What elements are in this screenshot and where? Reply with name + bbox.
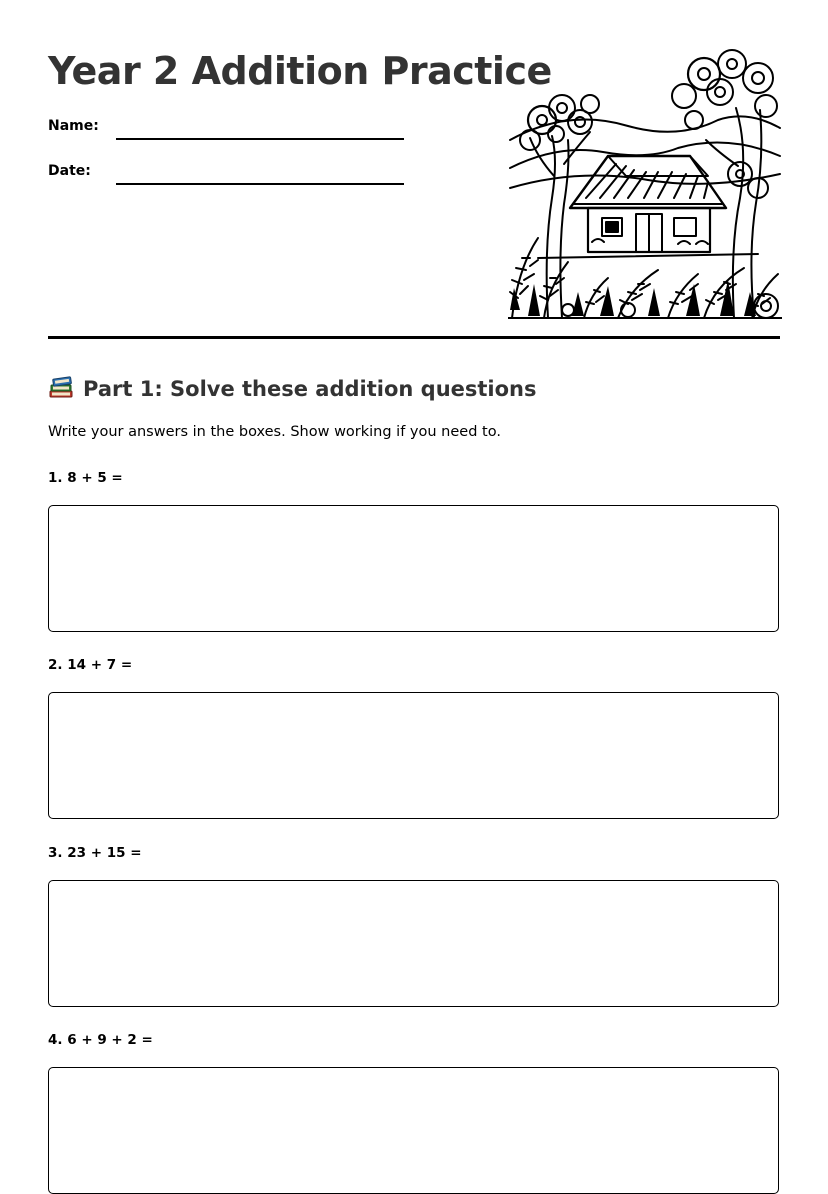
date-label: Date: [48, 163, 91, 179]
question-2-label: 2. 14 + 7 = [48, 657, 133, 673]
section-divider [48, 336, 780, 339]
question-2-answer-box[interactable] [48, 692, 779, 819]
question-4-answer-box[interactable] [48, 1067, 779, 1194]
question-3-label: 3. 23 + 15 = [48, 845, 142, 861]
question-1-answer-box[interactable] [48, 505, 779, 632]
part1-instructions: Write your answers in the boxes. Show working if you need to. [48, 424, 501, 440]
part1-heading-text: Part 1: Solve these addition questions [83, 377, 537, 401]
name-field[interactable] [116, 138, 404, 140]
question-1-label: 1. 8 + 5 = [48, 470, 123, 486]
books-emoji-icon [48, 375, 74, 399]
question-4-label: 4. 6 + 9 + 2 = [48, 1032, 153, 1048]
page-title: Year 2 Addition Practice [48, 49, 552, 93]
name-label: Name: [48, 118, 99, 134]
part1-heading [48, 374, 537, 404]
village-house-illustration [508, 48, 782, 320]
date-field[interactable] [116, 183, 404, 185]
question-3-answer-box[interactable] [48, 880, 779, 1007]
